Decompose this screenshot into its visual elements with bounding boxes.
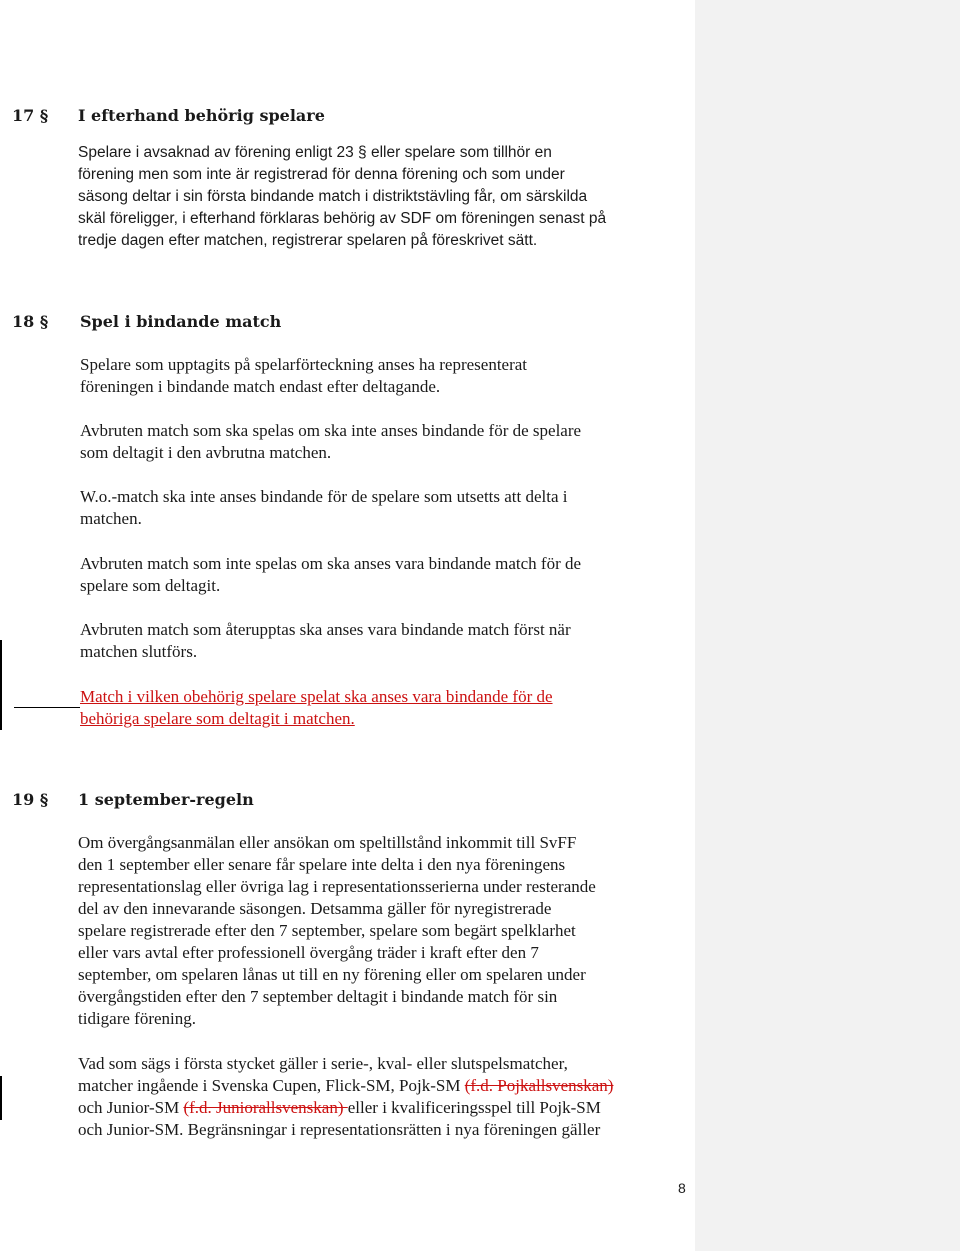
section-18-paragraph-2 bbox=[80, 420, 581, 464]
text-line: spelare som deltagit. bbox=[80, 576, 221, 595]
text-line: spelare registrerade efter den 7 september, spelare som begärt spelklarhet bbox=[78, 921, 576, 940]
inserted-text-line: behöriga spelare som deltagit i matchen. bbox=[80, 709, 355, 728]
text-line: representationslag eller övriga lag i representationsserierna under resterande bbox=[78, 877, 596, 896]
section-18-paragraph-1 bbox=[80, 354, 527, 398]
section-17-number: 17 § bbox=[12, 106, 49, 125]
section-18-inserted-paragraph bbox=[80, 686, 553, 730]
text-line: del av den innevarande säsongen. Detsamma gäller för nyregistrerade bbox=[78, 899, 552, 918]
section-18-number: 18 § bbox=[12, 312, 49, 331]
text-line: september, om spelaren lånas ut till en ny förening eller om spelaren under bbox=[78, 965, 586, 984]
section-19-paragraph-2 bbox=[78, 1053, 613, 1141]
text-line: föreningen i bindande match endast efter deltagande. bbox=[80, 377, 441, 396]
section-17-paragraph bbox=[78, 142, 606, 252]
text-line: förening men som inte är registrerad för denna förening och som under bbox=[78, 166, 565, 183]
change-bar bbox=[0, 1076, 2, 1120]
text-line: matchen slutförs. bbox=[80, 642, 198, 661]
text-line: Vad som sägs i första stycket gäller i serie-, kval- eller slutspelsmatcher, bbox=[78, 1054, 568, 1073]
section-18-paragraph-5 bbox=[80, 619, 571, 663]
deleted-text: (f.d. Pojkallsvenskan) bbox=[464, 1076, 614, 1095]
text-line: den 1 september eller senare får spelare inte delta i den nya föreningens bbox=[78, 855, 566, 874]
change-bar bbox=[0, 640, 2, 730]
section-18-paragraph-3 bbox=[80, 486, 568, 530]
section-19-title: 1 september-regeln bbox=[78, 790, 254, 809]
text-span: matcher ingående i Svenska Cupen, Flick-SM, Pojk-SM bbox=[78, 1076, 465, 1095]
text-line: Spelare i avsaknad av förening enligt 23 § eller spelare som tillhör en bbox=[78, 144, 552, 161]
text-line: övergångstiden efter den 7 september deltagit i bindande match för sin bbox=[78, 987, 558, 1006]
text-line: som deltagit i den avbrutna matchen. bbox=[80, 443, 332, 462]
comment-margin bbox=[695, 0, 960, 1251]
insertion-leader-line bbox=[14, 707, 80, 708]
text-line: säsong deltar i sin första bindande match i distriktstävling får, om särskilda bbox=[78, 188, 588, 205]
text-span: eller i kvalificeringsspel till Pojk-SM bbox=[347, 1098, 601, 1117]
text-line: tidigare förening. bbox=[78, 1009, 197, 1028]
text-span: och Junior-SM bbox=[78, 1098, 184, 1117]
text-line: eller vars avtal efter professionell övergång träder i kraft efter den 7 bbox=[78, 943, 539, 962]
text-line: Avbruten match som inte spelas om ska anses vara bindande match för de bbox=[80, 554, 582, 573]
section-18-paragraph-4 bbox=[80, 553, 581, 597]
text-line: och Junior-SM. Begränsningar i representationsrätten i nya föreningen gäller bbox=[78, 1120, 601, 1139]
page-number: 8 bbox=[678, 1180, 686, 1196]
text-line: Avbruten match som återupptas ska anses vara bindande match först när bbox=[80, 620, 571, 639]
text-line bbox=[78, 1075, 613, 1097]
text-line: Om övergångsanmälan eller ansökan om speltillstånd inkommit till SvFF bbox=[78, 833, 577, 852]
section-17-title: I efterhand behörig spelare bbox=[78, 106, 325, 125]
text-line: W.o.-match ska inte anses bindande för de spelare som utsetts att delta i bbox=[80, 487, 568, 506]
text-line: Avbruten match som ska spelas om ska inte anses bindande för de spelare bbox=[80, 421, 582, 440]
text-line bbox=[78, 1097, 613, 1119]
text-line: tredje dagen efter matchen, registrerar spelaren på föreskrivet sätt. bbox=[78, 232, 538, 249]
section-18-title: Spel i bindande match bbox=[80, 312, 282, 331]
text-line: Spelare som upptagits på spelarförteckning anses ha representerat bbox=[80, 355, 528, 374]
section-19-paragraph-1 bbox=[78, 832, 596, 1030]
text-line: matchen. bbox=[80, 509, 142, 528]
deleted-text: (f.d. Juniorallsvenskan) bbox=[183, 1098, 348, 1117]
inserted-text-line: Match i vilken obehörig spelare spelat ska anses vara bindande för de bbox=[80, 687, 553, 706]
text-line: skäl föreligger, i efterhand förklaras behörig av SDF om föreningen senast på bbox=[78, 210, 607, 227]
section-19-number: 19 § bbox=[12, 790, 49, 809]
